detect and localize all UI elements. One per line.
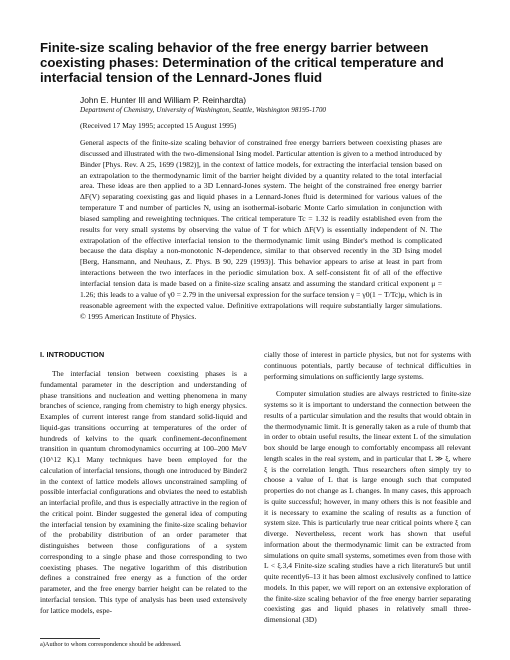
paper-title: Finite-size scaling behavior of the free energy barrier between coexisting phases: Determination of the critical temperature and interfacial tension of the Lennard-Jones fluid	[40, 40, 444, 85]
paragraph: Computer simulation studies are always restricted to finite-size systems so it is important to understand the connection between the results of a particular simulation and the results that would obtain in the thermodynamic limit. It is generally taken as a rule of thumb that in order to obtain useful results, the linear extent L of the simulation box should be large enough to comfortably encompass all relevant length scales in the real system, and in particular that L ≫ ξ, where ξ is the correlation length. Thus researchers often simply try to choose a value of L that is large enough such that computed properties do not change as L changes. In many cases, this approach is quite successful; however, in many others this is not feasible and it is necessary to examine the scaling of results as a function of system size. This is particularly true near critical points where ξ can diverge. Nevertheless, recent work has shown that useful information about the thermodynamic limit can be extracted from simulations on quite small systems, sometimes even from those with L < ξ.3,4 Finite-size scaling studies have a rich literature5 but until quite recently6–13 it has been almost exclusively confined to lattice models. In this paper, we will report on an extensive exploration of the finite-size scaling behavior of the free energy barrier separating coexisting gas and liquid phases in relatively small three-dimensional (3D)	[264, 389, 471, 624]
section-heading: I. INTRODUCTION	[40, 350, 105, 359]
received-dates: (Received 17 May 1995; accepted 15 August 1995)	[80, 121, 237, 130]
paragraph: cially those of interest in particle physics, but not for systems with continuous potentials, partly because of technical difficulties in performing simulations on sufficiently large systems.	[264, 350, 471, 381]
affiliation: Department of Chemistry, University of Washington, Seattle, Washington 98195-1700	[80, 106, 327, 114]
left-column	[40, 350, 247, 616]
paragraph: The interfacial tension between coexisting phases is a fundamental parameter in the description and understanding of phase transitions and nucleation and wetting phenomena in many branches of science, ranging from chemistry to high energy physics. Examples of current interest range from standard solid-liquid and liquid-gas transitions occurring at temperatures of the order of hundreds of kelvins to the quark confinement-deconfinement transition in quantum chromodynamics occurring at 100–200 MeV (10^12 K).1 Many techniques have been employed for the calculation of interfacial tensions, though one introduced by Binder2 in the context of lattice models allows unconstrained sampling of possible interfacial configurations and obviates the need to establish an interfacial profile, and thus is especially attractive in the region of the critical point. Binder suggested the general idea of computing the interfacial tension by examining the finite-size scaling behavior of the probability distribution of an order parameter that distinguishes between those configurations of a system corresponding to a single phase and those corresponding to two coexisting phases. The negative logarithm of this distribution defines a constrained free energy as a function of the order parameter, and the free energy barrier height can be related to the interfacial tension. This type of analysis has been used extensively for lattice models, espe-	[40, 369, 247, 615]
footnote-divider	[40, 638, 100, 639]
abstract: General aspects of the finite-size scaling behavior of constrained free energy barriers between coexisting phases are discussed and illustrated with the two-dimensional Ising model. Particular attention is given to a method introduced by Binder [Phys. Rev. A 25, 1699 (1982)], in the context of lattice models, for extracting the interfacial tension based on an extrapolation to the thermodynamic limit of the barrier height divided by a quantity related to the total interfacial area. These ideas are then applied to a 3D Lennard-Jones system. The height of the constrained free energy barrier ΔF(V) separating coexisting gas and liquid phases in a Lennard-Jones fluid is determined for various values of the temperature T and number of particles N, using an isothermal-isobaric Monte Carlo simulation in conjunction with biased sampling and reweighting techniques. The critical temperature Tc = 1.32 is readily established even from the results for very small systems by observing the value of T for which ΔF(V) is essentially independent of N. The extrapolation of the effective interfacial tension to the thermodynamic limit using Binder's method is complicated because the data display a non-monotonic N-dependence, similar to that observed recently in the 3D Ising model [Berg, Hansmann, and Neuhaus, Z. Phys. B 90, 229 (1993)]. This behavior appears to arise at least in part from interactions between the two interfaces in the periodic simulation box. A self-consistent fit of all of the effective interfacial tension data is made based on a finite-size scaling ansatz and assuming the standard critical exponent μ = 1.26; this leads to a value of γ0 = 2.79 in the universal expression for the surface tension γ = γ0(1 − T/Tc)μ, which is in reasonable agreement with the expected value. Definitive extrapolations will require substantially larger simulations. © 1995 American Institute of Physics.	[80, 138, 442, 321]
author-list: John E. Hunter III and William P. Reinhardta)	[80, 95, 247, 105]
footnote: a)Author to whom correspondence should be addressed.	[40, 641, 182, 648]
right-column	[264, 350, 471, 626]
